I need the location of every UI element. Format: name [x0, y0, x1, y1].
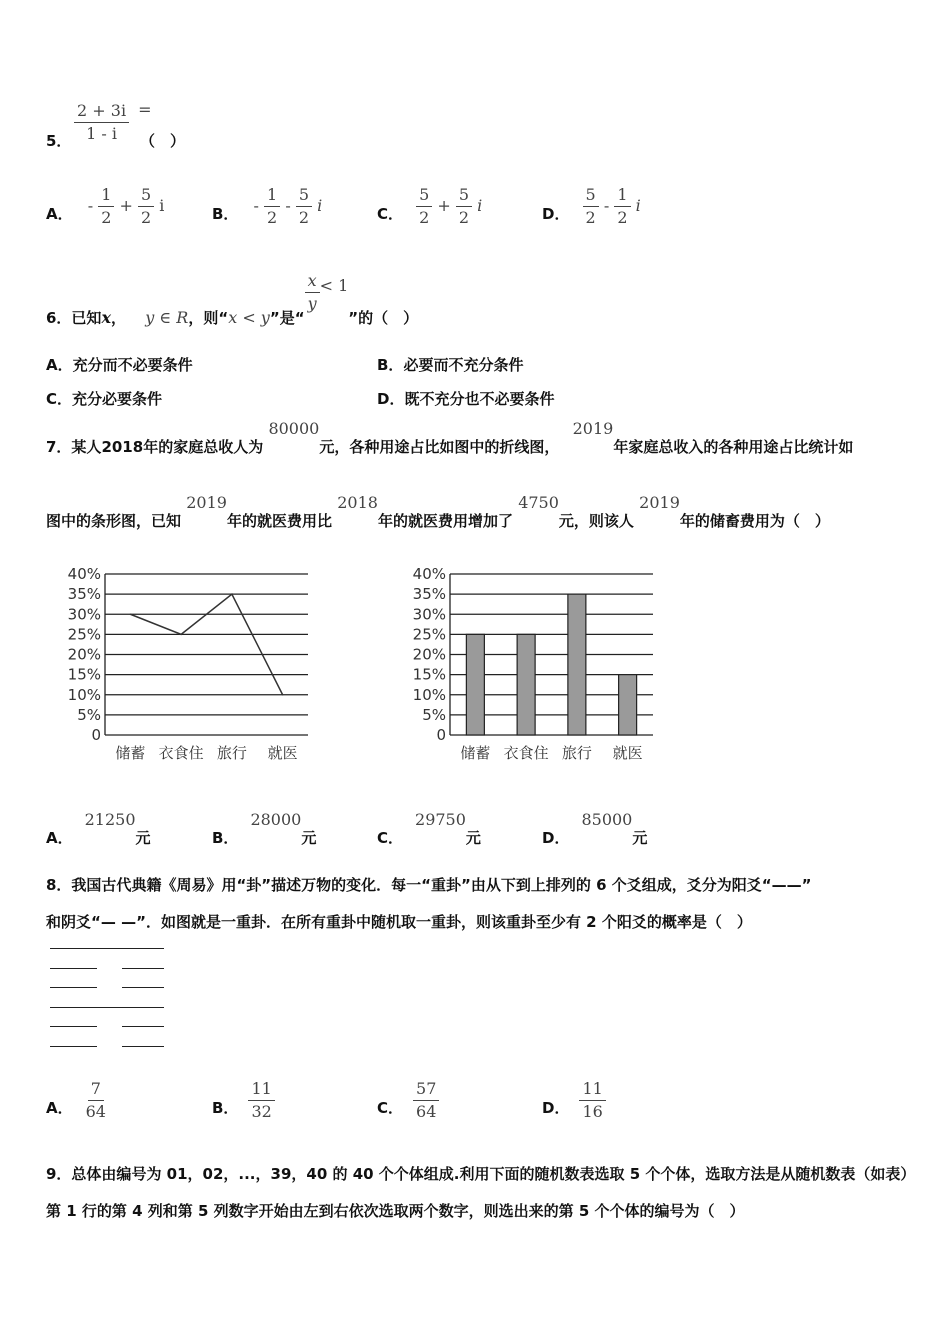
- y-tick-label: 5%: [422, 705, 446, 724]
- option-unit: 元: [301, 829, 317, 847]
- yin-line-segment: [122, 968, 164, 969]
- numerator: 11: [579, 1078, 605, 1101]
- yin-line-segment: [122, 987, 164, 988]
- hexagram: [50, 940, 166, 1050]
- data-point: [231, 593, 233, 595]
- bar-chart: [385, 560, 685, 775]
- text: 年的就医费用增加了: [377, 512, 513, 530]
- sign: -: [253, 196, 259, 215]
- q8-option-b[interactable]: [212, 1078, 275, 1123]
- q5-option-d[interactable]: [542, 184, 641, 229]
- option-label: C．: [46, 390, 73, 408]
- q6-fraction: [305, 270, 320, 315]
- denominator: 2: [419, 208, 430, 227]
- q8-options: [46, 1078, 746, 1128]
- operator: +: [119, 196, 133, 215]
- x-tick-label: 储蓄: [115, 744, 146, 762]
- q6-option-c[interactable]: [46, 388, 162, 409]
- q5-fraction: [74, 100, 129, 145]
- q6-option-d[interactable]: [377, 388, 554, 409]
- numerator: x: [305, 270, 320, 293]
- q7-stem-line1: [46, 419, 854, 457]
- yin-line-segment: [50, 987, 97, 988]
- sign: -: [87, 196, 94, 215]
- option-label: A．: [46, 356, 73, 374]
- q8-option-d[interactable]: [542, 1078, 606, 1123]
- q6-prefix: 6．已知: [46, 309, 102, 327]
- imaginary-unit: i: [635, 196, 641, 215]
- q5-denominator: 1 - i: [86, 124, 117, 143]
- numerator: 1: [264, 184, 280, 207]
- y-tick-label: 10%: [412, 685, 446, 704]
- fraction: [98, 184, 114, 229]
- denominator: 2: [101, 208, 112, 227]
- q7-option-b[interactable]: [212, 810, 317, 848]
- y-tick-label: 15%: [67, 665, 101, 684]
- yang-line: [50, 1007, 164, 1008]
- q8-option-c[interactable]: [377, 1078, 439, 1123]
- q6-text: ”是“: [269, 309, 305, 327]
- q5-options: [46, 184, 746, 234]
- y-tick-label: 5%: [77, 705, 101, 724]
- option-label: A．: [46, 205, 73, 223]
- year: 2019: [186, 493, 227, 512]
- denominator: 2: [458, 208, 470, 227]
- q6-var-x: x: [101, 308, 111, 327]
- q6-suffix: ”的（ ）: [348, 309, 419, 327]
- denominator: 2: [585, 208, 596, 227]
- q6-option-b[interactable]: [377, 354, 523, 375]
- y-tick-label: 0: [91, 726, 101, 744]
- text: 7．某人: [46, 438, 102, 456]
- y-tick-label: 15%: [412, 665, 446, 684]
- q8-option-a[interactable]: [46, 1078, 109, 1123]
- denominator: 2: [140, 208, 152, 227]
- x-tick-label: 储蓄: [460, 744, 491, 762]
- y-tick-label: 20%: [67, 645, 101, 664]
- numerator: 5: [416, 184, 432, 207]
- option-label: C．: [377, 205, 404, 223]
- y-tick-label: 40%: [67, 565, 101, 583]
- text: 元，各种用途占比如图中的折线图，: [319, 438, 560, 456]
- numerator: 5: [583, 184, 599, 207]
- y-tick-label: 25%: [67, 625, 101, 644]
- q7-option-a[interactable]: [46, 810, 151, 848]
- option-label: B．: [212, 205, 239, 223]
- data-point: [282, 694, 284, 696]
- y-tick-label: 30%: [412, 605, 446, 624]
- imaginary-unit: i: [317, 196, 323, 215]
- q5-number: 5．: [46, 132, 72, 150]
- option-text: 充分必要条件: [72, 390, 163, 408]
- numerator: 7: [88, 1078, 104, 1101]
- q6-option-a[interactable]: [46, 354, 193, 375]
- option-label: B．: [212, 1099, 239, 1117]
- x-tick-label: 衣食住: [158, 744, 204, 762]
- text: 图中的条形图，已知: [46, 512, 182, 530]
- option-value: 28000: [250, 810, 302, 829]
- fraction: [583, 184, 599, 229]
- operator: -: [285, 196, 291, 215]
- denominator: 64: [416, 1102, 437, 1121]
- denominator: 16: [582, 1102, 603, 1121]
- x-tick-label: 旅行: [216, 744, 247, 762]
- bar: [517, 634, 535, 735]
- numerator: 1: [614, 184, 630, 207]
- fraction: [614, 184, 630, 229]
- imaginary-unit: i: [477, 196, 483, 215]
- q5-paren: （ ）: [140, 132, 186, 150]
- denominator: 64: [85, 1102, 106, 1121]
- q5-numerator: 2 + 3i: [74, 100, 129, 123]
- option-value: 21250: [84, 810, 136, 829]
- numerator: 11: [248, 1078, 274, 1101]
- q7-option-d[interactable]: [542, 810, 648, 848]
- numerator: 57: [413, 1078, 439, 1101]
- year: 2019: [572, 419, 614, 438]
- q8-stem-line2: 和阴爻“— —”．如图就是一重卦．在所有重卦中随机取一重卦，则该重卦至少有 2 个阳爻的概率是（ ）: [46, 913, 752, 931]
- y-tick-label: 10%: [67, 685, 101, 704]
- bar: [568, 594, 586, 735]
- option-label: A．: [46, 829, 73, 847]
- x-tick-label: 就医: [612, 744, 643, 762]
- y-tick-label: 40%: [412, 565, 446, 583]
- fraction: [248, 1078, 274, 1123]
- fraction: [296, 184, 312, 229]
- text: 年的家庭总收人为: [143, 438, 264, 456]
- option-unit: 元: [632, 829, 648, 847]
- q5-option-b[interactable]: [212, 184, 322, 229]
- y-tick-label: 35%: [412, 585, 446, 604]
- text: 年的就医费用比: [226, 512, 332, 530]
- series-line: [130, 594, 282, 695]
- yang-line: [50, 948, 164, 949]
- x-tick-label: 就医: [267, 744, 298, 762]
- option-text: 既不充分也不必要条件: [404, 390, 555, 408]
- denominator: 2: [298, 208, 309, 227]
- fraction: [579, 1078, 605, 1123]
- data-point: [130, 613, 132, 615]
- q5-equals: =: [138, 100, 152, 119]
- x-tick-label: 衣食住: [503, 744, 549, 762]
- denominator: 32: [251, 1102, 272, 1121]
- option-label: C．: [377, 829, 404, 847]
- q6-text: ，则“: [188, 309, 229, 327]
- q8-stem-line1: 8．我国古代典籍《周易》用“卦”描述万物的变化．每一“重卦”由从下到上排列的 6 个爻组成，爻分为阳爻“——”: [46, 876, 812, 894]
- fraction: [264, 184, 280, 229]
- amount: 4750: [518, 493, 559, 512]
- text: 元，则该人: [558, 512, 634, 530]
- option-label: D．: [542, 1099, 570, 1117]
- year: 2018: [101, 438, 144, 456]
- bar: [619, 675, 637, 735]
- y-tick-label: 0: [436, 726, 446, 744]
- denominator: 2: [617, 208, 628, 227]
- yin-line-segment: [50, 1026, 97, 1027]
- fraction: [83, 1078, 109, 1123]
- x-tick-label: 旅行: [561, 744, 592, 762]
- numerator: 5: [296, 184, 312, 207]
- q7-stem-line2: [46, 493, 830, 531]
- q6-comma: ，: [110, 309, 126, 327]
- fraction: [416, 184, 432, 229]
- option-label: A．: [46, 1099, 73, 1117]
- y-tick-label: 30%: [67, 605, 101, 624]
- bar: [466, 634, 484, 735]
- q7-option-c[interactable]: [377, 810, 481, 848]
- numerator: 5: [138, 184, 154, 207]
- yin-line-segment: [122, 1026, 164, 1027]
- option-label: B．: [212, 829, 239, 847]
- q9-stem-line2: 第 1 行的第 4 列和第 5 列数字开始由左到右依次选取两个数字，则选出来的第 5 个个体的编号为（ ）: [46, 1202, 745, 1220]
- yin-line-segment: [50, 968, 97, 969]
- q6-set: y ∈ R: [145, 308, 189, 327]
- fraction: [138, 184, 154, 229]
- y-tick-label: 35%: [67, 585, 101, 604]
- yin-line-segment: [50, 1046, 97, 1047]
- option-label: D．: [542, 829, 570, 847]
- denominator: y: [307, 294, 317, 313]
- numerator: 5: [456, 184, 472, 207]
- q7-options: [46, 810, 746, 855]
- q9-stem-line1: 9．总体由编号为 01，02，...，39，40 的 40 个个体组成.利用下面的随机数表选取 5 个个体，选取方法是从随机数表（如表）: [46, 1165, 916, 1183]
- operator: +: [437, 196, 451, 215]
- q6-stem: [46, 270, 419, 327]
- q6-condition: x < y: [228, 308, 270, 327]
- year: 2019: [639, 493, 680, 512]
- data-point: [180, 634, 182, 636]
- option-value: 85000: [581, 810, 633, 829]
- option-text: 充分而不必要条件: [72, 356, 193, 374]
- fraction: [413, 1078, 439, 1123]
- option-unit: 元: [465, 829, 481, 847]
- operator: -: [603, 196, 610, 215]
- fraction: [456, 184, 472, 229]
- q5-option-c[interactable]: [377, 184, 482, 229]
- line-chart: [40, 560, 340, 775]
- text: 年的储畜费用为（ ）: [679, 512, 830, 530]
- amount: 80000: [268, 419, 320, 438]
- option-label: B．: [377, 356, 404, 374]
- option-label: C．: [377, 1099, 404, 1117]
- y-tick-label: 25%: [412, 625, 446, 644]
- denominator: 2: [267, 208, 278, 227]
- text: 年家庭总收入的各种用途占比统计如: [613, 438, 854, 456]
- option-value: 29750: [415, 810, 466, 829]
- q6-lt-one: < 1: [319, 276, 349, 295]
- option-label: D．: [377, 390, 405, 408]
- q5-option-a[interactable]: [46, 184, 164, 229]
- imaginary-unit: i: [159, 196, 165, 215]
- y-tick-label: 20%: [412, 645, 446, 664]
- yin-line-segment: [122, 1046, 164, 1047]
- year: 2018: [337, 493, 378, 512]
- option-label: D．: [542, 205, 570, 223]
- option-text: 必要而不充分条件: [403, 356, 524, 374]
- numerator: 1: [98, 184, 114, 207]
- option-unit: 元: [135, 829, 151, 847]
